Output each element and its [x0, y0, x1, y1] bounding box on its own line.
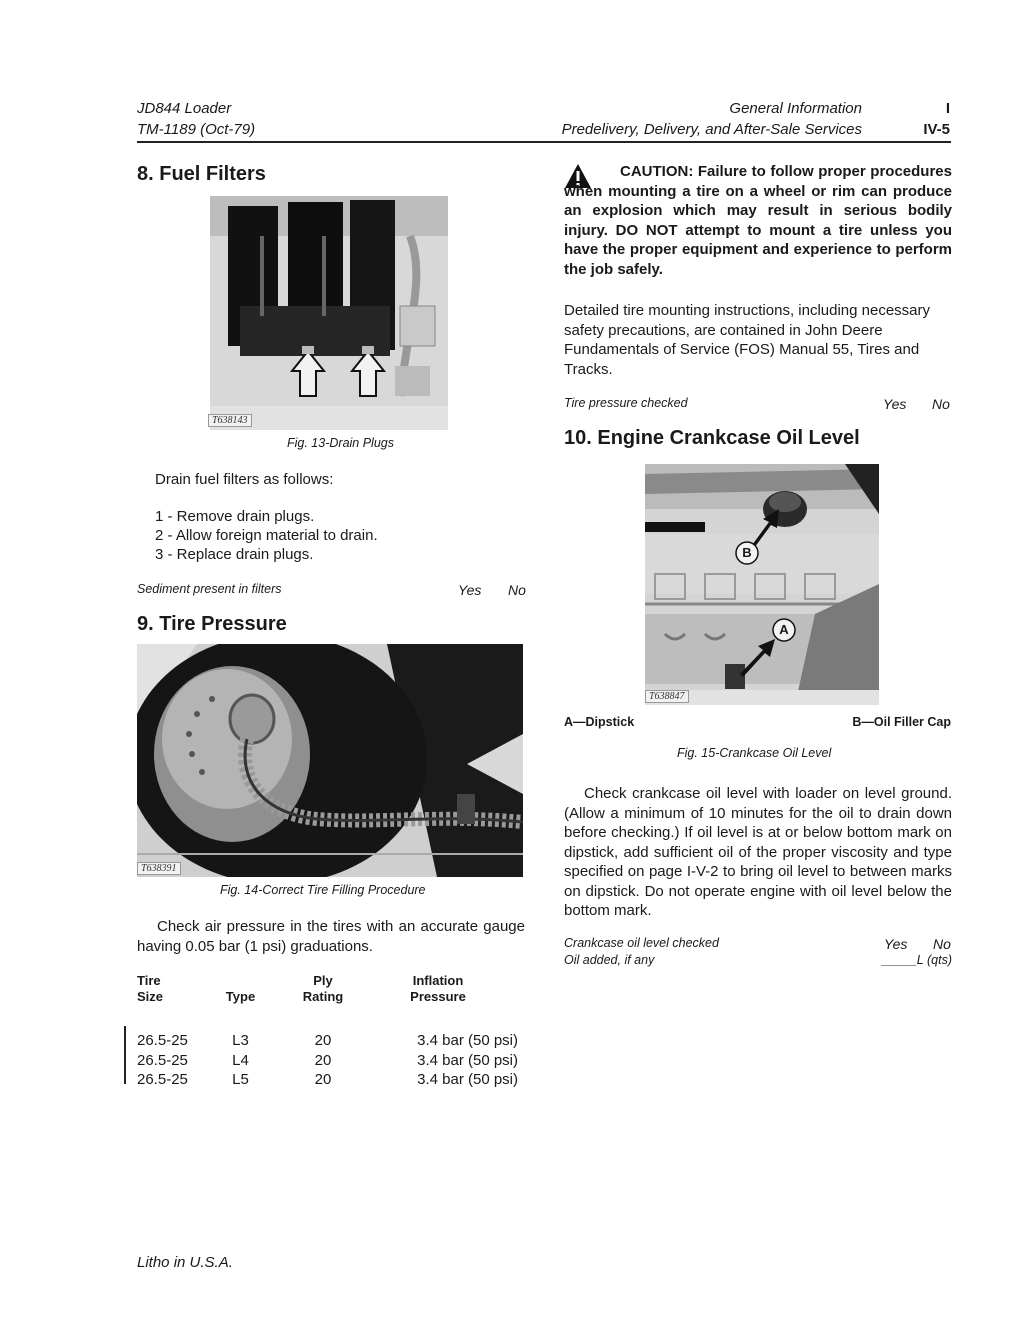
- sediment-check-label: Sediment present in filters: [137, 582, 282, 596]
- fuel-filters-photo: [210, 196, 448, 430]
- oil-level-yes-option: Yes: [884, 936, 908, 952]
- fig-13-caption: Fig. 13-Drain Plugs: [287, 436, 394, 450]
- section-9-title: 9. Tire Pressure: [137, 613, 287, 635]
- callout-a-label: A: [779, 622, 789, 637]
- tire-mounting-info: Detailed tire mounting instructions, including necessary safety precautions, are contained in John Deere Fundamentals of Service (FOS) Manual 55, Tires and Tracks.: [564, 302, 931, 378]
- table-header-inflation-pressure: Inflation Pressure: [410, 973, 466, 1004]
- header-section: General Information: [729, 100, 862, 117]
- sediment-no-option: No: [508, 582, 526, 598]
- oil-level-no-option: No: [933, 936, 951, 952]
- header-page-number: IV-5: [923, 121, 950, 138]
- tire-pressure-check-label: Tire pressure checked: [564, 396, 688, 410]
- section-8-title: 8. Fuel Filters: [137, 163, 266, 185]
- drain-step-1: 1 - Remove drain plugs.: [155, 508, 315, 525]
- fig-14-caption: Fig. 14-Correct Tire Filling Procedure: [220, 883, 426, 897]
- table-row: 26.5-25 L3 20 3.4 bar (50 psi): [137, 1032, 518, 1049]
- crankcase-photo: [645, 464, 879, 705]
- change-bar: [124, 1026, 126, 1084]
- callout-b-label: B: [742, 545, 752, 560]
- crankcase-photo-tag: T638847: [645, 690, 689, 703]
- drain-intro: Drain fuel filters as follows:: [155, 471, 334, 488]
- tire-pressure-table: [137, 973, 518, 1090]
- legend-oil-filler-cap: B—Oil Filler Cap: [852, 715, 951, 729]
- table-header-type: Type: [225, 989, 256, 1004]
- tire-filling-photo-tag: T638391: [137, 862, 181, 875]
- sediment-yes-option: Yes: [458, 582, 482, 598]
- fig-15-caption: Fig. 15-Crankcase Oil Level: [677, 746, 832, 760]
- footer-litho: Litho in U.S.A.: [137, 1254, 233, 1271]
- oil-added-blank: _____L (qts): [882, 953, 952, 967]
- fuel-filters-photo-tag: T638143: [208, 414, 252, 427]
- crankcase-instructions: Check crankcase oil level with loader on level ground. (Allow a minimum of 10 minutes for the oil to drain down before checking.) If oil level is at or below bottom mark on dipstick, add sufficient oil of the proper viscosity and type specified on page I-V-2 to bring oil level to between marks on dipstick. Do not operate engine with oil level below the bottom mark.: [564, 785, 952, 919]
- table-header-tire-size: Tire Size: [137, 973, 164, 1004]
- oil-added-label: Oil added, if any: [564, 953, 655, 967]
- header-group: I: [945, 100, 950, 117]
- header-model: JD844 Loader: [137, 100, 232, 117]
- header-rule: [137, 141, 951, 143]
- caution-text: CAUTION: Failure to follow proper procedures when mounting a tire on a wheel or rim can produce an explosion which may result in serious bodily injury. DO NOT attempt to mount a tire unless you have the proper equipment and experience to perform the job safely.: [564, 163, 952, 278]
- tire-filling-photo: [137, 644, 523, 877]
- tire-pressure-no-option: No: [932, 396, 950, 412]
- oil-level-check-label: Crankcase oil level checked: [564, 936, 719, 950]
- header-manual-number: TM-1189 (Oct-79): [137, 121, 256, 138]
- table-header-ply-rating: Ply Rating: [302, 973, 344, 1004]
- table-row: 26.5-25 L4 20 3.4 bar (50 psi): [137, 1051, 518, 1069]
- tire-pressure-yes-option: Yes: [883, 396, 907, 412]
- section-10-title: 10. Engine Crankcase Oil Level: [564, 427, 860, 449]
- drain-step-3: 3 - Replace drain plugs.: [155, 546, 314, 563]
- drain-step-2: 2 - Allow foreign material to drain.: [155, 527, 378, 544]
- table-row: 26.5-25 L5 20 3.4 bar (50 psi): [137, 1071, 518, 1088]
- header-subsection: Predelivery, Delivery, and After-Sale Services: [561, 121, 862, 138]
- tire-pressure-instructions: Check air pressure in the tires with an accurate gauge having 0.05 bar (1 psi) graduations.: [137, 918, 525, 955]
- legend-dipstick: A—Dipstick: [564, 715, 635, 729]
